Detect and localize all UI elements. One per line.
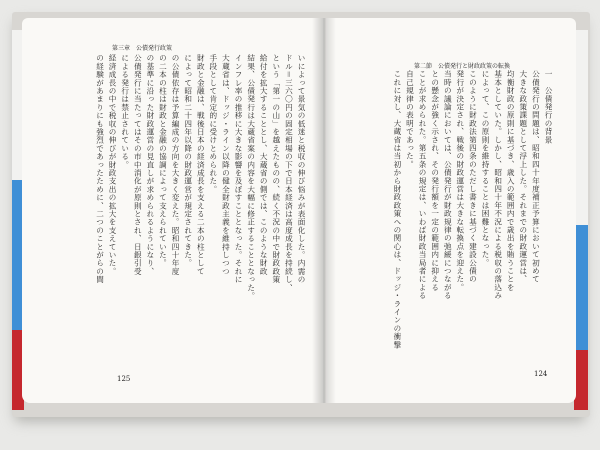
left-page-number: 125 — [117, 375, 131, 383]
left-line: インフレ率の推移に大きな影響を及ぼすこととなった。それに — [234, 54, 244, 284]
left-line: という「第一の山」を越えたものの、続く不況の中で財政政策 — [271, 54, 281, 284]
right-line: ことが求められた。第五条の規定は、いわば財政当局者による — [418, 70, 428, 300]
right-line: 公債発行の問題は、昭和四十年度補正予算において初めて — [531, 70, 541, 284]
right-line: 大きな政策課題として浮上した。それまでの財政運営は、 — [518, 70, 528, 284]
right-body-text — [334, 70, 554, 360]
right-line: これに対し、大蔵省は当初から財政政策への関心は、ドッジ・ラインの衝撃 — [392, 70, 402, 349]
left-line: によって昭和二十四年以降の財政運営が規定されてきた。 — [183, 54, 193, 268]
right-page-number: 124 — [534, 370, 548, 378]
left-line: の公債依存は予算編成の方向を大きく変えた。昭和四十年度 — [171, 54, 181, 276]
left-line: の経験があまりにも強烈であったために、二つのことがらの間 — [95, 54, 105, 284]
right-line: 基本としていた。しかし、昭和四十年不況による税収の落込み — [493, 70, 503, 300]
left-line: 結果、公債発行は大蔵省案の内容を大幅に修正することとなった。 — [246, 54, 256, 300]
right-line: 均衡財政の原則に基づき、歳入の範囲内で歳出を賄うことを — [506, 70, 516, 292]
right-line: 発行が決定され、戦後の財政運営は大きな転換点を迎えた。 — [455, 70, 465, 292]
left-line: の二本の柱は財政と金融の協調によって支えられていた。 — [158, 54, 168, 268]
left-line: 給付を拡大することとし、大蔵省の側では、このような財政 — [259, 54, 269, 276]
left-line: による発行は禁止されている。 — [120, 54, 130, 169]
left-line: いによって景気の低迷と税収の伸び悩みが表面化した。内需の — [297, 54, 306, 284]
left-page — [22, 18, 324, 403]
right-running-header: 第二節 公債発行と財政政策の転換 — [414, 63, 511, 70]
left-line: 手段として肯定的に受けとめられた。 — [208, 54, 218, 194]
left-line: ドル＝三六〇円の固定相場の下で日本経済は高度成長を持続し、 — [284, 54, 294, 292]
left-body-text — [95, 54, 307, 359]
right-page — [324, 18, 576, 403]
right-line: 一 公債発行の背景 — [544, 70, 553, 144]
right-line: 自己規律の表明であった。 — [405, 70, 415, 169]
left-line: 財政と金融は、戦後日本の経済成長を支える二本の柱として — [196, 54, 206, 276]
left-line: 公債発行に当たってはその市中消化が原則とされ、日銀引受 — [133, 54, 143, 276]
left-running-header: 第三章 公債発行政策 — [112, 45, 173, 52]
right-line: によって、この原則を維持することは困難となった。 — [481, 70, 491, 267]
cover-edge-right — [574, 30, 588, 410]
left-line: の基準に沿った財政運営の見直しが求められるようになり、 — [145, 54, 155, 276]
right-line: との懸念が強く示され、その発行額を一定の範囲内に抑える — [430, 70, 440, 292]
left-line: 大蔵省は、ドッジ・ライン以降の健全財政主義を維持しつつ — [221, 54, 231, 276]
left-line: 経済成長の中で税収の伸びが財政支出の拡大を支えていた。 — [108, 54, 118, 276]
book-gutter — [312, 18, 336, 403]
right-line: 当時の議論においては、公債発行が財政規律の弛緩につながる — [443, 70, 453, 300]
right-line: このように財政法第四条のただし書きに基づく建設公債の — [468, 70, 478, 284]
